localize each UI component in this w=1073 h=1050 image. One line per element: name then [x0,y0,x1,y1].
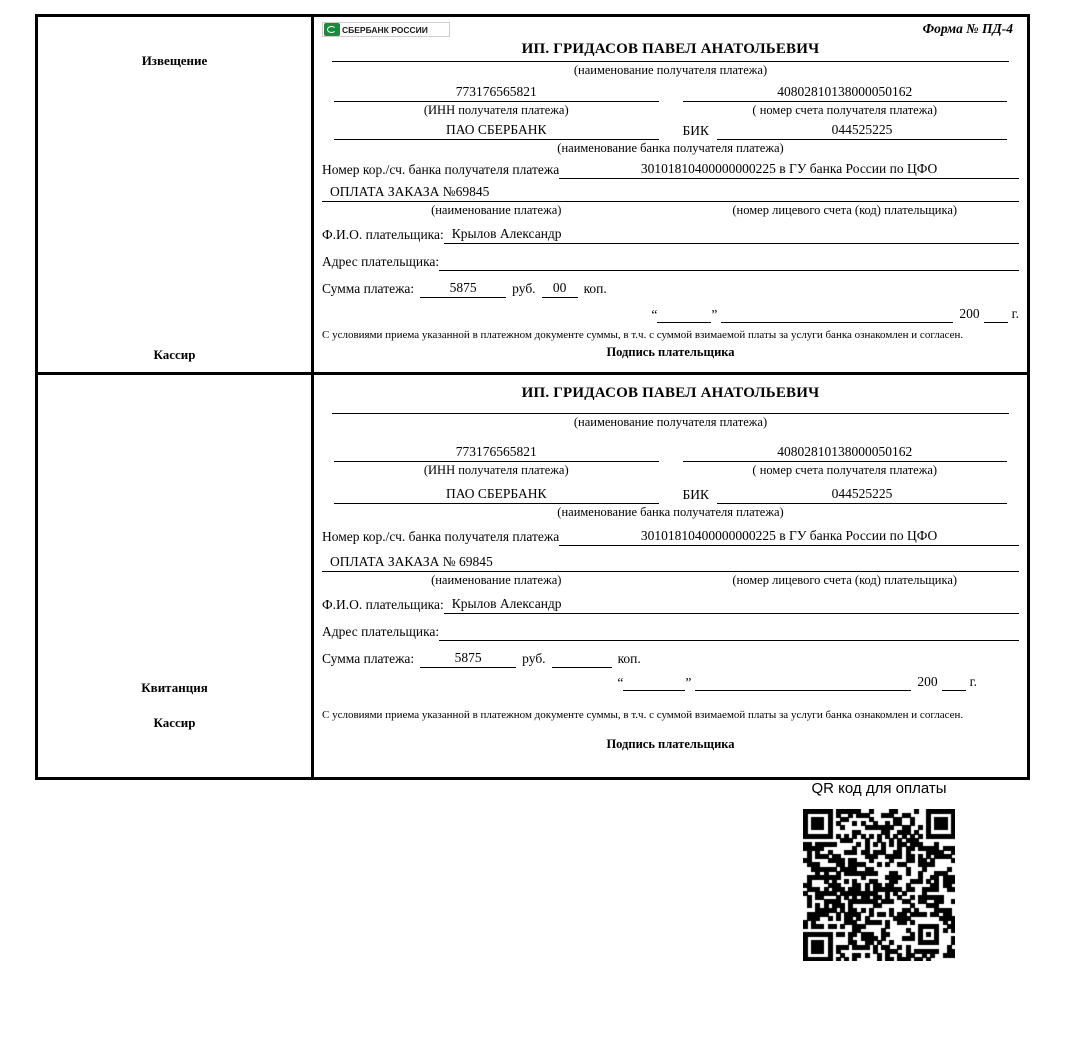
qr-code-title: QR код для оплаты [811,780,947,797]
notice-sum-label: Сумма платежа: [322,281,415,296]
receipt-inn-caption: (ИНН получателя платежа) [423,463,569,477]
receipt-corr-value: 30101810400000000225 в ГУ банка России по ЦФО [559,528,1019,546]
receipt-payer-label: Ф.И.О. плательщика: [322,597,444,612]
receipt-address-value [439,623,1019,641]
receipt-bik-label: БИК [682,487,710,502]
payment-qr-code [797,803,961,967]
notice-bank-caption-row [322,140,1019,156]
receipt-date-month [695,690,911,691]
receipt-bik-value: 044525225 [717,486,1007,504]
receipt-inn-account-captions [322,462,1019,478]
notice-address-row [322,253,1019,271]
receipt-account-value: 40802810138000050162 [683,444,1008,462]
receipt-sum-rub: 5875 [420,650,516,668]
receipt-inn-value: 773176565821 [334,444,659,462]
notice-sum-rub: 5875 [420,280,506,298]
receipt-address-row [322,623,1019,641]
receipt-payer-name: Крылов Александр [444,596,1019,614]
receipt-bank-caption-row [322,504,1019,520]
notice-inn-account-captions [322,102,1019,118]
receipt-bank-bik-row [322,486,1019,504]
receipt-signature-label: Подпись плательщика [606,736,735,751]
notice-date-year-suffix: г. [1011,306,1019,321]
receipt-corr-row [322,528,1019,546]
receipt-bank-name: ПАО СБЕРБАНК [334,486,659,504]
sberbank-logo [322,22,450,37]
notice-personal-account-caption: (номер лицевого счета (код) плательщика) [732,203,958,217]
notice-date-row [322,306,1019,323]
notice-date-quote-close: ” [711,307,718,322]
receipt-date-year-suffix: г. [969,674,977,689]
notice-purpose-value: ОПЛАТА ЗАКАЗА №69845 [322,184,716,202]
receipt-purpose-captions [322,572,1019,588]
notice-inn-account-row [322,84,1019,102]
receipt-rub-word: руб. [522,651,546,666]
notice-payer-name: Крылов Александр [444,226,1019,244]
notice-address-label: Адрес плательщика: [322,254,440,269]
notice-payer-row [322,226,1019,244]
notice-conditions-text: С условиями приема указанной в платежном документе суммы, в т.ч. с суммой взимаемой платы за услуги банка ознакомлен и согласен. [322,329,964,341]
notice-bank-bik-row [322,122,1019,140]
receipt-personal-account-value [716,555,1019,572]
receipt-cashier-label: Кассир [153,715,196,730]
receipt-inn-account-row [322,444,1019,462]
form-number: Форма № ПД-4 [922,21,1013,36]
notice-corr-row [322,161,1019,179]
notice-sum-kop: 00 [542,280,578,298]
notice-account-caption: ( номер счета получателя платежа) [752,103,938,117]
receipt-purpose-row [322,554,1019,572]
notice-corr-value: 30101810400000000225 в ГУ банка России по ЦФО [559,161,1019,179]
notice-recipient-underline [332,60,1009,62]
notice-recipient-name: ИП. ГРИДАСОВ ПАВЕЛ АНАТОЛЬЕВИЧ [521,41,820,57]
notice-sum-row [322,280,1019,298]
notice-date-quote-open: “ [651,307,658,322]
notice-inn-caption: (ИНН получателя платежа) [423,103,569,117]
receipt-date-year-prefix: 200 [917,674,938,689]
notice-date-month [721,322,953,323]
notice-date-year-prefix: 200 [959,306,980,321]
receipt-account-caption: ( номер счета получателя платежа) [752,463,938,477]
receipt-conditions-text: С условиями приема указанной в платежном документе суммы, в т.ч. с суммой взимаемой платы за услуги банка ознакомлен и согласен. [322,709,964,721]
receipt-bank-caption: (наименование банка получателя платежа) [557,505,784,519]
notice-bik-label: БИК [682,123,710,138]
notice-bik-value: 044525225 [717,122,1007,140]
sberbank-logo-text: СБЕРБАНК РОССИИ [342,24,428,35]
notice-signature-label: Подпись плательщика [606,344,735,359]
receipt-purpose-caption: (наименование платежа) [431,573,562,587]
receipt-recipient-underline [332,412,1009,414]
notice-recipient-caption: (наименование получателя платежа) [573,63,768,77]
sberbank-mark-icon [324,23,340,36]
receipt-left-column [38,375,314,777]
receipt-sum-kop [552,650,612,668]
notice-account-value: 40802810138000050162 [683,84,1008,102]
receipt-sum-label: Сумма платежа: [322,651,415,666]
notice-kop-word: коп. [583,281,607,296]
notice-corr-label: Номер кор./сч. банка получателя платежа [322,162,560,177]
notice-address-value [439,253,1019,271]
receipt-date-day [623,690,685,691]
qr-code-block [779,780,979,967]
receipt-recipient-caption: (наименование получателя платежа) [573,415,768,429]
receipt-section [38,375,1027,777]
notice-section [38,17,1027,375]
notice-date-year-suffix-blank [984,322,1008,323]
receipt-corr-label: Номер кор./сч. банка получателя платежа [322,529,560,544]
receipt-payer-row [322,596,1019,614]
notice-inn-value: 773176565821 [334,84,659,102]
notice-personal-account-value [716,185,1019,202]
receipt-side-label: Квитанция [141,680,208,695]
receipt-purpose-value: ОПЛАТА ЗАКАЗА № 69845 [322,554,716,572]
receipt-date-year-suffix-blank [942,690,966,691]
receipt-date-quote-close: ” [685,675,692,690]
notice-bank-name: ПАО СБЕРБАНК [334,122,659,140]
notice-date-day [657,322,711,323]
receipt-body [314,375,1027,777]
receipt-recipient-name: ИП. ГРИДАСОВ ПАВЕЛ АНАТОЛЬЕВИЧ [521,385,820,401]
notice-side-label: Извещение [141,53,208,68]
notice-purpose-captions [322,202,1019,218]
notice-left-column [38,17,314,372]
receipt-personal-account-caption: (номер лицевого счета (код) плательщика) [732,573,958,587]
receipt-address-label: Адрес плательщика: [322,624,440,639]
notice-body [314,17,1027,372]
notice-payer-label: Ф.И.О. плательщика: [322,227,444,242]
notice-purpose-caption: (наименование платежа) [431,203,562,217]
notice-bank-caption: (наименование банка получателя платежа) [557,141,784,155]
notice-purpose-row [322,184,1019,202]
receipt-sum-row [322,650,1019,668]
receipt-date-row [322,674,1019,691]
payment-form [35,14,1030,780]
notice-rub-word: руб. [512,281,536,296]
notice-cashier-label: Кассир [153,347,196,362]
receipt-date-quote-open: “ [617,675,624,690]
receipt-kop-word: коп. [617,651,641,666]
